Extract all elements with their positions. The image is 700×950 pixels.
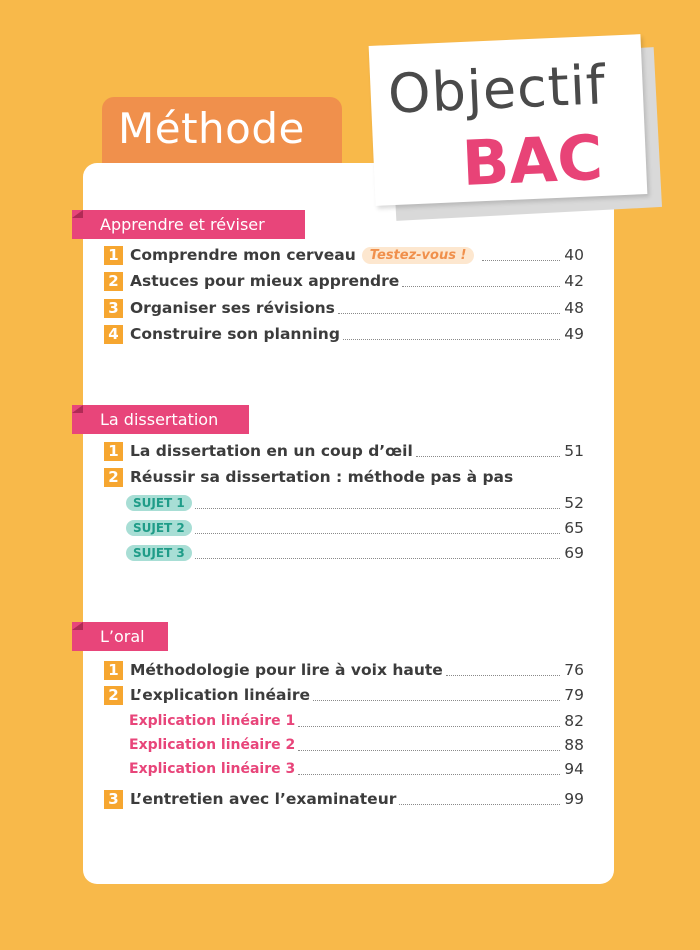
testez-vous-badge: Testez-vous ! [362, 247, 475, 264]
toc-subitem[interactable] [129, 758, 584, 780]
item-page: 52 [564, 494, 584, 512]
toc-item[interactable] [104, 244, 584, 266]
item-label: Construire son planning [130, 325, 340, 343]
dot-leader [195, 558, 561, 559]
dot-leader [402, 286, 560, 287]
item-number: 2 [104, 468, 123, 487]
item-number: 4 [104, 325, 123, 344]
dot-leader [298, 726, 560, 727]
item-page: 79 [564, 686, 584, 704]
item-number: 1 [104, 246, 123, 265]
item-page: 48 [564, 299, 584, 317]
methode-title: Méthode [118, 104, 305, 153]
item-page: 49 [564, 325, 584, 343]
toc-subitem[interactable] [129, 492, 584, 514]
item-label: Astuces pour mieux apprendre [130, 272, 400, 290]
item-label: L’entretien avec l’examinateur [130, 790, 397, 808]
item-number: 3 [104, 790, 123, 809]
item-number: 1 [104, 661, 123, 680]
toc-item[interactable] [104, 788, 584, 810]
item-label: Organiser ses révisions [130, 299, 335, 317]
dot-leader [446, 675, 560, 676]
item-page: 76 [564, 661, 584, 679]
dot-leader [482, 260, 560, 261]
item-label: Méthodologie pour lire à voix haute [130, 661, 443, 679]
section-title-apprendre: Apprendre et réviser [72, 210, 305, 239]
dot-leader [313, 700, 560, 701]
item-page: 51 [564, 442, 584, 460]
sujet-badge: SUJET 1 [126, 495, 192, 511]
item-page: 88 [564, 736, 584, 754]
toc-subitem[interactable] [129, 517, 584, 539]
dot-leader [195, 508, 561, 509]
subitem-label: Explication linéaire 3 [129, 761, 296, 777]
toc-item[interactable] [104, 684, 584, 706]
toc-subitem[interactable] [129, 734, 584, 756]
dot-leader [298, 774, 560, 775]
item-page: 99 [564, 790, 584, 808]
item-number: 2 [104, 272, 123, 291]
item-number: 1 [104, 442, 123, 461]
toc-item[interactable] [104, 659, 584, 681]
toc-subitem[interactable] [129, 542, 584, 564]
dot-leader [338, 313, 560, 314]
dot-leader [195, 533, 561, 534]
toc-item[interactable] [104, 440, 584, 462]
item-label: Comprendre mon cerveau [130, 246, 356, 264]
dot-leader [298, 750, 560, 751]
item-page: 69 [564, 544, 584, 562]
toc-item[interactable] [104, 466, 584, 488]
sujet-badge: SUJET 3 [126, 545, 192, 561]
item-page: 65 [564, 519, 584, 537]
dot-leader [416, 456, 561, 457]
dot-leader [343, 339, 560, 340]
toc-item[interactable] [104, 297, 584, 319]
item-label: Réussir sa dissertation : méthode pas à pas [130, 468, 514, 486]
subitem-label: Explication linéaire 1 [129, 713, 296, 729]
item-label: L’explication linéaire [130, 686, 310, 704]
item-number: 2 [104, 686, 123, 705]
item-label: La dissertation en un coup d’œil [130, 442, 413, 460]
section-title-dissertation: La dissertation [72, 405, 249, 434]
item-page: 94 [564, 760, 584, 778]
objectif-title: Objectif [386, 53, 608, 126]
item-page: 40 [564, 246, 584, 264]
toc-subitem[interactable] [129, 710, 584, 732]
item-number: 3 [104, 299, 123, 318]
toc-item[interactable] [104, 323, 584, 345]
item-page: 42 [564, 272, 584, 290]
dot-leader [399, 804, 560, 805]
toc-item[interactable] [104, 270, 584, 292]
bac-title: BAC [460, 120, 605, 201]
section-title-oral: L’oral [72, 622, 168, 651]
subitem-label: Explication linéaire 2 [129, 737, 296, 753]
item-page: 82 [564, 712, 584, 730]
sujet-badge: SUJET 2 [126, 520, 192, 536]
